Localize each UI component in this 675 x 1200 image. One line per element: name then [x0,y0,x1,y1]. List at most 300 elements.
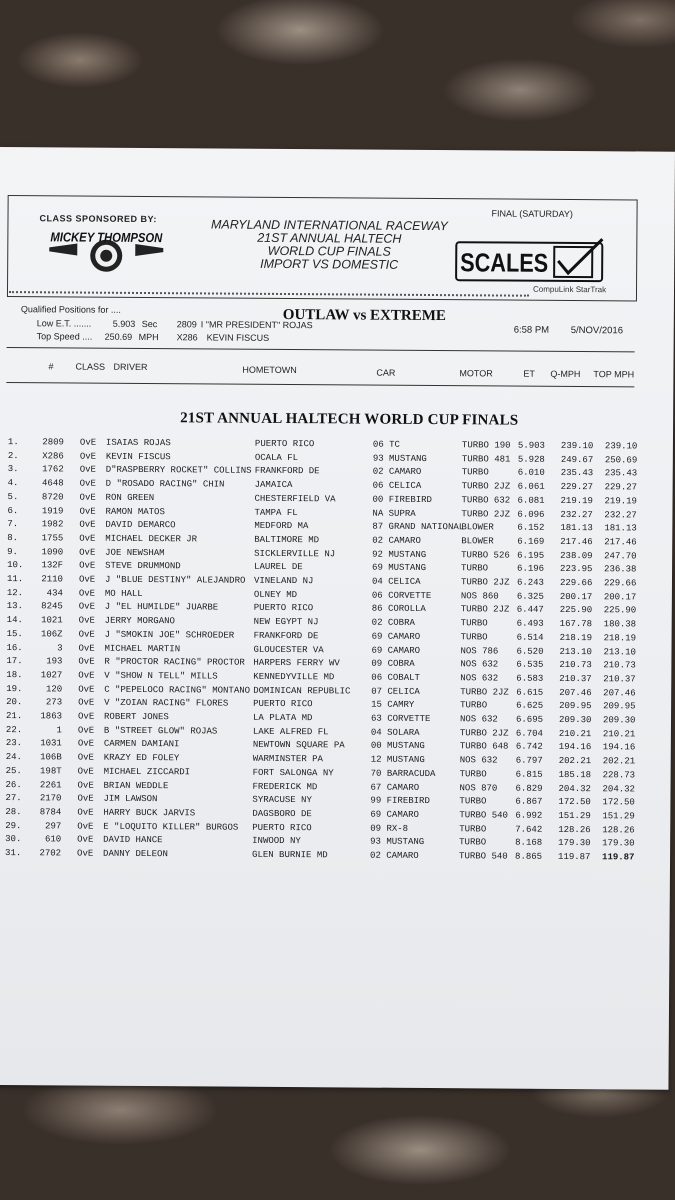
results-sheet [0,147,675,1090]
row-position: 31. [5,848,22,859]
row-et: 6.704 [515,728,543,739]
row-et: 6.061 [517,481,545,492]
row-driver: MICHAEL ZICCARDI [103,766,191,778]
row-driver: JOE NEWSHAM [105,547,165,558]
row-car: 69 MUSTANG [372,562,427,574]
row-driver: JIM LAWSON [103,793,158,805]
row-qmph: 209.30 [558,714,592,726]
row-class: OvE [77,766,94,777]
row-hometown: FRANKFORD DE [253,630,319,642]
row-class: OvE [78,629,95,640]
row-qmph: 210.37 [559,673,592,685]
row-hometown: CHESTERFIELD VA [254,493,336,505]
row-hometown: NEWTOWN SQUARE PA [252,740,345,751]
row-top-mph: 229.27 [604,482,638,493]
row-car-number: 132F [41,560,64,571]
report-time: 6:58 PM [513,324,550,336]
row-hometown: FRANKFORD DE [254,466,320,477]
row-motor: TURBO 481 [461,453,511,465]
row-driver: E "LOQUITO KILLER" BURGOS [103,821,239,833]
row-motor: TURBO [460,618,488,629]
row-position: 10. [7,560,24,571]
row-motor: NOS 632 [460,673,499,684]
event-line-4: IMPORT VS DOMESTIC [260,256,399,272]
row-driver: CARMEN DAMIANI [103,739,180,750]
row-car-number: 1021 [41,615,63,626]
row-position: 20. [6,697,23,708]
low-et-driver: I "MR PRESIDENT" ROJAS [200,319,313,331]
row-driver: MICHAEL DECKER JR [105,533,198,545]
complink-label: CompuLink StarTrak [532,284,607,295]
row-car: 04 SOLARA [370,727,420,738]
row-position: 11. [6,574,24,585]
row-driver: MO HALL [104,588,143,599]
row-car-number: 273 [45,697,63,708]
row-class: OvE [79,519,96,530]
row-hometown: TAMPA FL [254,507,298,518]
row-car: 87 GRAND NATIONAL [372,521,465,533]
row-motor: NOS 632 [459,714,498,725]
row-driver: D"RASPBERRY ROCKET" COLLINS [105,465,252,477]
event-line-2: 21ST ANNUAL HALTECH [257,230,402,246]
row-position: 27. [5,793,22,804]
top-speed-car: X286 [176,332,198,343]
row-et: 6.520 [516,646,544,657]
row-driver: V "ZOIAN RACING" FLORES [104,698,229,709]
row-motor: TURBO [459,796,487,807]
row-qmph: 204.32 [558,783,591,794]
row-car-number: 1863 [40,711,63,722]
row-motor: TURBO 648 [459,741,509,752]
row-car-number: 193 [46,656,63,667]
row-driver: ISAIAS ROJAS [105,437,171,449]
row-car-number: 3 [57,642,63,653]
row-driver: DAVID HANCE [103,835,163,846]
row-car: 15 CAMRY [371,699,415,711]
row-et: 6.625 [516,700,544,712]
row-class: OvE [77,711,95,722]
row-hometown: OCALA FL [254,452,299,463]
row-et: 8.168 [515,837,543,849]
row-driver: ROBERT JONES [103,711,169,723]
row-hometown: LAUREL DE [254,562,303,573]
col-car: CAR [376,367,396,378]
row-driver: V "SHOW N TELL" MILLS [104,670,218,682]
row-position: 12. [6,587,24,598]
row-class: OvE [78,615,95,626]
row-driver: J "SMOKIN JOE" SCHROEDER [104,629,235,641]
row-et: 6.195 [517,550,545,561]
row-position: 29. [5,820,22,831]
event-title [199,218,459,272]
row-car-number: 2261 [39,779,62,790]
row-top-mph: 219.19 [604,496,637,507]
row-driver: KRAZY ED FOLEY [103,752,180,764]
results-subtitle: 21ST ANNUAL HALTECH WORLD CUP FINALS [180,410,519,429]
row-hometown: NEW EGYPT NJ [253,616,319,628]
row-motor: NOS 632 [459,755,498,766]
row-car-number: 120 [45,683,63,695]
scales-logo [454,238,604,283]
row-class: OvE [77,848,94,859]
row-motor: TURBO [459,769,487,780]
row-car: 06 COBALT [371,672,420,683]
row-position: 22. [5,724,23,735]
row-motor: BLOWER [461,536,494,547]
row-qmph: 179.30 [558,838,591,849]
row-driver: MICHAEL MARTIN [104,643,181,654]
row-car-number: 1 [56,725,62,736]
row-car-number: 1919 [41,505,64,516]
row-motor: TURBO 2JZ [460,686,509,698]
row-driver: DAVID DEMARCO [105,519,176,531]
row-qmph: 207.46 [559,687,592,698]
row-hometown: PUERTO RICO [252,822,312,833]
top-speed-value: 250.69 [104,331,133,342]
row-car: 02 CAMARO [372,467,422,478]
row-et: 6.867 [515,796,543,807]
row-et: 6.583 [516,673,544,684]
row-top-mph: 194.16 [602,742,636,753]
row-top-mph: 236.38 [604,564,637,575]
row-qmph: 185.18 [558,769,592,780]
row-position: 4. [7,478,19,489]
row-driver: J "EL HUMILDE" JUARBE [104,602,219,613]
row-top-mph: 210.73 [603,660,636,671]
row-et: 6.325 [516,591,544,602]
col-class: CLASS [75,361,106,372]
row-et: 6.992 [515,810,543,821]
col-hometown: HOMETOWN [242,364,297,376]
row-et: 6.615 [516,687,544,698]
row-car: 02 CAMARO [370,850,419,861]
row-hometown: BALTIMORE MD [254,534,320,546]
row-car-number: 1755 [41,533,64,544]
row-position: 1. [7,437,19,448]
row-class: OvE [77,725,95,736]
row-car-number: X286 [42,450,64,462]
row-driver: B "STREET GLOW" ROJAS [103,725,218,737]
row-car-number: 198T [39,766,62,777]
row-et: 6.493 [516,618,544,629]
row-top-mph: 181.13 [604,523,637,534]
col-qmph: Q-MPH [550,368,581,380]
row-car-number: 2809 [42,437,64,448]
row-top-mph: 202.21 [602,756,636,767]
row-motor: TURBO 2JZ [461,481,511,492]
row-car: 12 MUSTANG [370,754,425,766]
row-class: OvE [79,437,97,448]
row-top-mph: 204.32 [602,783,635,794]
row-motor: TURBO 632 [461,495,511,506]
row-qmph: 128.26 [558,824,591,835]
row-top-mph: 209.30 [602,715,636,726]
row-class: OvE [77,793,94,804]
row-driver: J "BLUE DESTINY" ALEJANDRO [104,574,246,586]
row-hometown: DAGSBORO DE [252,808,312,820]
row-top-mph: 207.46 [603,687,636,699]
row-driver: BRIAN WEDDLE [103,780,169,791]
row-class: OvE [79,533,96,544]
row-motor: NOS 632 [460,659,499,670]
row-position: 18. [6,669,23,681]
row-et: 6.447 [516,605,544,616]
row-car-number: 1090 [41,546,64,558]
top-speed-driver: KEVIN FISCUS [206,332,270,343]
row-class: OvE [79,506,96,517]
row-position: 28. [5,806,22,818]
row-qmph: 194.16 [558,742,592,753]
row-top-mph: 228.73 [602,770,636,781]
row-car-number: 434 [46,588,63,599]
row-driver: JERRY MORGANO [104,615,175,627]
row-et: 5.903 [517,440,545,451]
row-car: 86 COROLLA [371,603,426,615]
row-hometown: LA PLATA MD [252,712,313,724]
row-hometown: PUERTO RICO [253,603,314,614]
row-qmph: 210.73 [559,660,592,671]
row-motor: NOS 860 [460,590,499,602]
col-num: # [48,361,54,372]
row-top-mph: 235.43 [604,468,638,479]
column-rule [6,382,634,387]
row-car-number: 610 [44,834,62,845]
row-et: 6.010 [517,468,545,479]
class-title: OUTLAW vs EXTREME [282,306,446,325]
row-et: 6.196 [517,563,545,575]
row-class: OvE [78,697,95,708]
row-qmph: 218.19 [559,632,593,643]
row-qmph: 213.10 [559,646,592,657]
mickey-thompson-logo [47,227,180,276]
row-hometown: KENNEDYVILLE MD [253,671,335,683]
row-car: 92 MUSTANG [372,549,427,560]
row-position: 5. [7,491,19,502]
row-class: OvE [79,492,96,503]
row-position: 2. [7,450,19,461]
row-motor: NOS 786 [460,645,499,656]
row-qmph: 239.10 [560,440,594,452]
row-car: NA SUPRA [372,508,416,519]
row-position: 30. [5,834,22,845]
row-et: 8.865 [515,851,543,862]
row-motor: TURBO [461,467,489,478]
row-driver: D "ROSADO RACING" CHIN [105,478,225,490]
final-label: FINAL (SATURDAY) [491,208,573,220]
row-class: OvE [79,464,96,476]
row-position: 14. [6,615,23,626]
row-motor: TURBO 540 [459,851,508,862]
row-et: 6.535 [516,659,544,670]
row-motor: TURBO [461,563,489,574]
row-motor: BLOWER [461,522,494,533]
row-car-number: 1027 [40,670,63,681]
row-class: OvE [77,807,94,818]
col-et: ET [523,368,535,379]
row-qmph: 167.78 [559,619,593,630]
row-top-mph: 200.17 [603,591,637,603]
row-car-number: 1762 [42,464,64,475]
row-top-mph: 210.37 [603,674,636,685]
row-class: OvE [79,547,96,558]
row-class: OvE [79,560,96,571]
report-date: 5/NOV/2016 [570,324,624,337]
row-top-mph: 151.29 [602,811,635,822]
row-car-number: 106Z [40,629,63,640]
row-car: 69 CAMARO [370,809,419,820]
row-qmph: 223.95 [560,564,593,575]
row-position: 23. [5,738,23,749]
row-motor: TURBO 2JZ [460,577,510,588]
row-qmph: 217.46 [560,536,593,548]
row-hometown: LAKE ALFRED FL [252,726,329,737]
row-class: OvE [77,752,94,763]
row-hometown: FREDERICK MD [252,781,318,792]
row-car: 00 FIREBIRD [372,494,433,505]
row-top-mph: 232.27 [604,509,637,520]
row-car: 02 CAMARO [372,535,421,546]
event-line-3: WORLD CUP FINALS [267,243,391,259]
row-hometown: FORT SALONGA NY [252,767,334,779]
row-hometown: GLOUCESTER VA [253,644,324,655]
low-et-car: 2809 [176,319,197,330]
row-qmph: 172.50 [558,797,591,808]
row-class: OvE [79,478,96,489]
row-car: 67 CAMARO [370,782,420,793]
row-motor: TURBO [459,837,487,848]
row-car-number: 8245 [41,601,63,612]
row-qmph: 119.87 [558,851,591,863]
row-car: 09 COBRA [371,658,415,670]
event-line-1: MARYLAND INTERNATIONAL RACEWAY [210,217,448,234]
row-et: 6.243 [516,577,545,588]
row-qmph: 225.90 [559,605,593,616]
row-car: 69 CAMARO [371,631,421,642]
row-position: 13. [6,601,24,612]
row-motor: TURBO [460,632,488,643]
col-motor: MOTOR [459,368,493,379]
row-driver: RON GREEN [105,492,155,503]
row-motor: TURBO 190 [461,440,511,451]
row-car: 63 CORVETTE [370,713,431,725]
row-qmph: 235.43 [560,468,594,479]
row-et: 6.152 [517,522,545,533]
row-driver: HARRY BUCK JARVIS [103,807,196,819]
row-class: OvE [78,656,95,667]
row-class: OvE [77,821,94,832]
row-class: OvE [78,574,96,585]
row-top-mph: 180.38 [603,619,637,630]
row-position: 3. [7,464,19,475]
row-top-mph: 210.21 [602,728,636,740]
row-class: OvE [78,643,95,654]
row-et: 5.928 [517,454,545,465]
header-rule [7,347,635,352]
row-top-mph: 172.50 [602,797,635,808]
row-car-number: 106B [40,752,62,763]
row-et: 6.742 [515,742,543,753]
row-hometown: INWOOD NY [252,836,301,847]
row-class: OvE [77,834,94,845]
row-car-number: 2110 [41,574,64,585]
row-qmph: 200.17 [559,591,593,602]
row-qmph: 219.19 [560,495,593,506]
row-top-mph: 179.30 [602,838,635,849]
sponsor-label: CLASS SPONSORED BY: [39,213,157,225]
row-motor: TURBO [460,700,488,711]
row-top-mph: 239.10 [604,441,638,452]
row-car-number: 8784 [39,807,62,818]
row-top-mph: 128.26 [602,824,635,836]
row-top-mph: 225.90 [603,605,637,616]
row-car: 06 TC [372,439,400,450]
row-car-number: 2702 [39,848,62,859]
row-hometown: WARMINSTER PA [252,753,323,765]
row-class: OvE [77,738,95,750]
row-car-number: 1031 [40,738,62,749]
row-position: 21. [5,711,23,722]
row-et: 6.695 [515,714,544,725]
row-et: 7.642 [515,824,543,835]
row-driver: STEVE DRUMMOND [105,561,181,572]
row-class: OvE [78,684,95,695]
row-hometown: GLEN BURNIE MD [252,849,328,861]
row-motor: TURBO 526 [461,549,510,561]
row-class: OvE [78,670,95,681]
low-et-unit: Sec [141,318,158,330]
row-car: 06 CORVETTE [371,590,432,601]
results-table [0,437,673,863]
row-qmph: 232.27 [560,509,593,520]
row-et: 6.797 [515,755,543,766]
row-top-mph: 218.19 [603,633,637,644]
row-qmph: 238.09 [560,550,593,561]
row-car: 93 MUSTANG [372,453,427,464]
row-position: 7. [7,519,19,530]
top-speed-unit: MPH [138,331,159,343]
row-top-mph: 250.69 [604,454,638,466]
row-car: 93 MUSTANG [370,836,425,848]
row-qmph: 151.29 [558,810,591,822]
row-position: 25. [5,765,22,776]
row-hometown: VINELAND NJ [253,575,314,587]
row-et: 6.081 [517,495,545,506]
table-row [0,848,670,865]
row-hometown: SYRACUSE NY [252,794,312,806]
row-car: 69 CAMARO [371,645,421,656]
row-car: 09 RX-8 [370,823,409,834]
row-top-mph: 229.66 [603,578,637,589]
row-motor: TURBO 540 [459,810,508,821]
row-motor: TURBO 2JZ [460,604,510,615]
row-car: 02 COBRA [371,617,415,629]
row-hometown: OLNEY MD [253,589,298,600]
row-car-number: 2170 [39,793,62,804]
low-et-value: 5.903 [112,318,136,329]
row-position: 16. [6,642,23,653]
col-driver: DRIVER [113,361,148,373]
row-car: 06 CELICA [372,480,422,492]
row-hometown: JAMAICA [254,479,293,491]
row-et: 6.514 [516,632,544,643]
row-driver: R "PROCTOR RACING" PROCTOR [104,656,245,668]
row-top-mph: 209.95 [603,701,636,712]
row-car: 99 FIREBIRD [370,795,430,807]
row-hometown: PUERTO RICO [254,438,315,450]
row-driver: KEVIN FISCUS [105,451,171,462]
row-position: 26. [5,779,22,790]
row-car: 04 CELICA [371,576,421,587]
